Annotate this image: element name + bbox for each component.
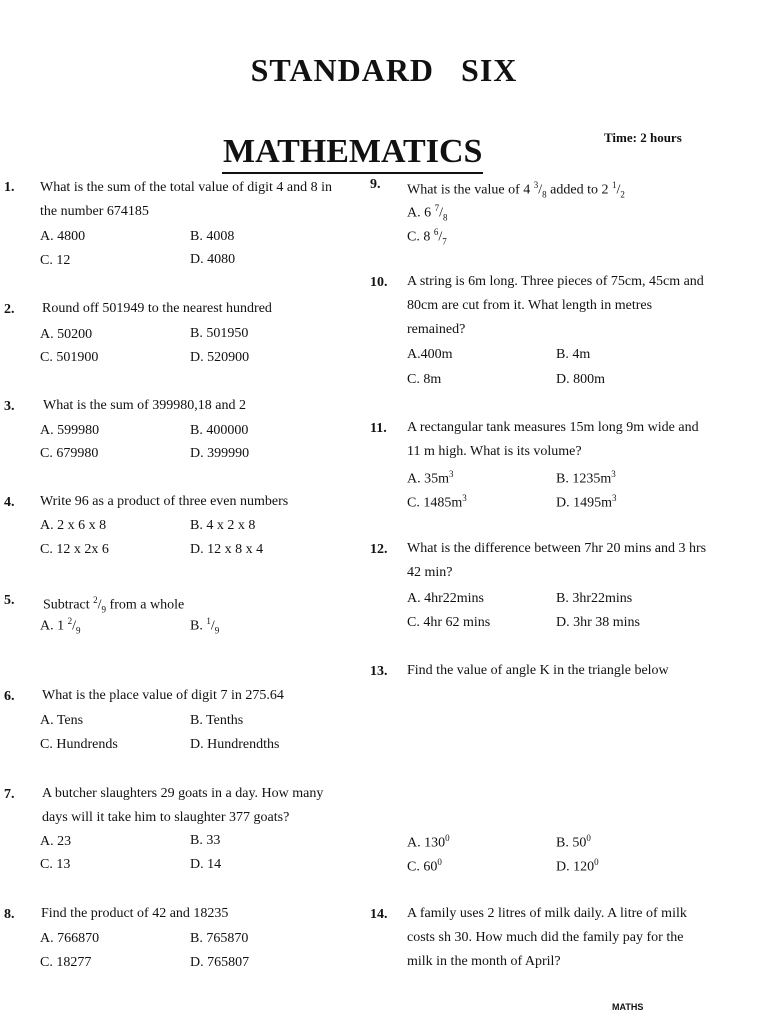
option-c: C. 501900 — [40, 350, 99, 365]
question-text: What is the sum of the total value of digit 4 and 8 in the number 674185 — [40, 180, 332, 219]
option-c: C. 13 — [40, 857, 71, 872]
option-a: A. $35m^3$ — [407, 469, 454, 487]
question-number: 12. — [370, 542, 388, 557]
option-a: A. $130^0$ — [407, 833, 450, 851]
question-text: A family uses 2 litres of milk daily. A litre of milk costs sh 30. How much did the family pay for the milk in the month of April? — [407, 906, 687, 969]
question-text: Subtract $^2/_9$ from a whole — [43, 595, 185, 615]
subject-heading: MATHEMATICS — [222, 132, 483, 174]
option-c: C. $60^0$ — [407, 857, 442, 875]
option-a: A. 6 $^7/_8$ — [407, 203, 448, 223]
option-b: B. 4m — [556, 347, 591, 362]
question-number: 11. — [370, 421, 387, 436]
option-b: B. 4008 — [190, 229, 235, 244]
footer-label: MATHS — [612, 1002, 644, 1012]
page-title: STANDARD SIX — [250, 52, 518, 88]
question-number: 6. — [4, 689, 15, 704]
option-a: A. 766870 — [40, 931, 100, 946]
question-text: Find the value of angle K in the triangle below — [407, 663, 669, 678]
question-number: 13. — [370, 664, 388, 679]
option-d: D. 3hr 38 mins — [556, 615, 640, 630]
option-c: C. 4hr 62 mins — [407, 615, 491, 630]
question-number: 7. — [4, 787, 15, 802]
question-number: 2. — [4, 302, 15, 317]
option-a: A. 50200 — [40, 327, 93, 342]
time-allowed: Time: 2 hours — [604, 130, 682, 145]
option-d: D. $120^0$ — [556, 857, 599, 875]
option-b: B. $50^0$ — [556, 833, 591, 851]
question-text: What is the value of 4 $^3/_8$ added to 2 $^1/_2$ — [407, 180, 625, 200]
option-a: A. 599980 — [40, 423, 100, 438]
option-d: D. 12 x 8 x 4 — [190, 542, 264, 557]
option-a: A. Tens — [40, 713, 84, 728]
option-a: A. 4hr22mins — [407, 591, 484, 606]
question-text: Round off 501949 to the nearest hundred — [42, 301, 272, 316]
option-b: B. 765870 — [190, 931, 249, 946]
option-a: A. 1 $^2/_9$ — [40, 616, 81, 636]
question-number: 9. — [370, 177, 381, 192]
option-c: C. 18277 — [40, 955, 92, 970]
option-c: C. 679980 — [40, 446, 99, 461]
question-number: 5. — [4, 593, 15, 608]
option-a: A.400m — [407, 347, 453, 362]
option-b: B. 4 x 2 x 8 — [190, 518, 256, 533]
option-b: B. $1235m^3$ — [556, 469, 616, 487]
option-d: D. 765807 — [190, 955, 250, 970]
option-d: D. 4080 — [190, 252, 236, 267]
option-b: B. 501950 — [190, 326, 249, 341]
question-text: A rectangular tank measures 15m long 9m wide and 11 m high. What is its volume? — [407, 420, 699, 459]
question-text: A string is 6m long. Three pieces of 75cm, 45cm and 80cm are cut from it. What length in metres remained? — [407, 274, 704, 337]
option-c: C. 8m — [407, 372, 442, 387]
option-a: A. 23 — [40, 834, 72, 849]
option-b: B. Tenths — [190, 713, 244, 728]
question-number: 3. — [4, 399, 15, 414]
option-b: B. 3hr22mins — [556, 591, 633, 606]
question-number: 8. — [4, 907, 15, 922]
question-text: What is the sum of 399980,18 and 2 — [43, 398, 246, 413]
question-text: What is the difference between 7hr 20 mins and 3 hrs 42 min? — [407, 541, 707, 580]
option-d: D. 399990 — [190, 446, 250, 461]
option-c: C. Hundrends — [40, 737, 118, 752]
question-text: A butcher slaughters 29 goats in a day. How many days will it take him to slaughter 377 goats? — [42, 786, 324, 825]
question-text: What is the place value of digit 7 in 275.64 — [42, 688, 284, 703]
question-number: 14. — [370, 907, 388, 922]
question-text: Write 96 as a product of three even numbers — [40, 494, 289, 509]
option-c: C. 12 — [40, 253, 71, 268]
option-b: B. 33 — [190, 833, 221, 848]
option-d: D. Hundrendths — [190, 737, 280, 752]
option-c: C. 12 x 2x 6 — [40, 542, 109, 557]
question-text: Find the product of 42 and 18235 — [41, 906, 229, 921]
question-number: 4. — [4, 495, 15, 510]
question-number: 10. — [370, 275, 388, 290]
option-b: B. $^1/_9$ — [190, 616, 220, 636]
option-d: D. 800m — [556, 372, 605, 387]
option-d: D. 14 — [190, 857, 222, 872]
option-a: A. 2 x 6 x 8 — [40, 518, 107, 533]
question-number: 1. — [4, 180, 15, 195]
option-c: C. 8 $^6/_7$ — [407, 227, 447, 247]
option-c: C. $1485m^3$ — [407, 493, 467, 511]
option-d: D. $1495m^3$ — [556, 493, 617, 511]
option-a: A. 4800 — [40, 229, 86, 244]
option-d: D. 520900 — [190, 350, 250, 365]
option-b: B. 400000 — [190, 423, 249, 438]
